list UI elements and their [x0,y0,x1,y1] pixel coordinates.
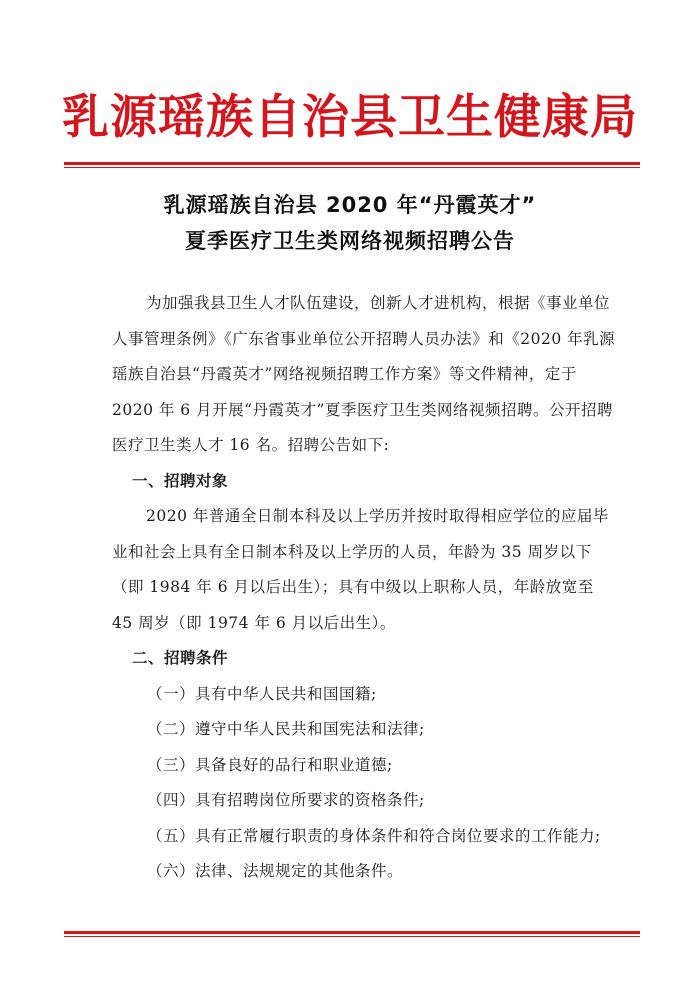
letterhead-rule-thick [64,162,640,165]
condition-item: （四）具有招聘岗位所要求的资格条件; [147,791,425,809]
condition-item: （六）法律、法规规定的其他条件。 [147,862,404,880]
letterhead-org-name: 乳源瑶族自治县卫生健康局 [62,90,638,145]
section1-heading: 一、招聘对象 [132,471,229,490]
condition-item: （二）遵守中华人民共和国宪法和法律; [147,720,425,738]
condition-item: （五）具有正常履行职责的身体条件和符合岗位要求的工作能力; [147,826,601,845]
document-title-line2: 夏季医疗卫生类网络视频招聘公告 [185,229,515,253]
document-body [112,286,618,890]
footer-rule-thin [64,936,640,937]
condition-item: （一）具有中华人民共和国国籍; [147,684,377,703]
condition-item: （三）具备良好的品行和职业道德; [147,755,393,774]
section2-heading: 二、招聘条件 [132,649,229,667]
letterhead-rule-thin [64,167,640,168]
intro-paragraph: 为加强我县卫生人才队伍建设，创新人才进机构，根据《事业单位人事管理条例》《广东省事业单位公开招聘人员办法》和《2020 年乳源瑶族自治县“丹霞英才”网络视频招聘工作方案》等文件精神，定于 2020 年 6 月开展“丹霞英才”夏季医疗卫生类网络视频招聘。公开招聘医疗卫生类人才 16 名。招聘公告如下: [112,294,616,454]
document-title-line1: 乳源瑶族自治县 2020 年“丹霞英才” [163,193,537,217]
footer-rule-thick [64,931,640,934]
section1-paragraph: 2020 年普通全日制本科及以上学历并按时取得相应学位的应届毕业和社会上具有全日制本科及以上学历的人员，年龄为 35 周岁以下（即 1984 年 6 月以后出生）；具有中级以上职称人员，年龄放宽至 45 周岁（即 1974 年 6 月以后出生）。 [112,507,609,632]
